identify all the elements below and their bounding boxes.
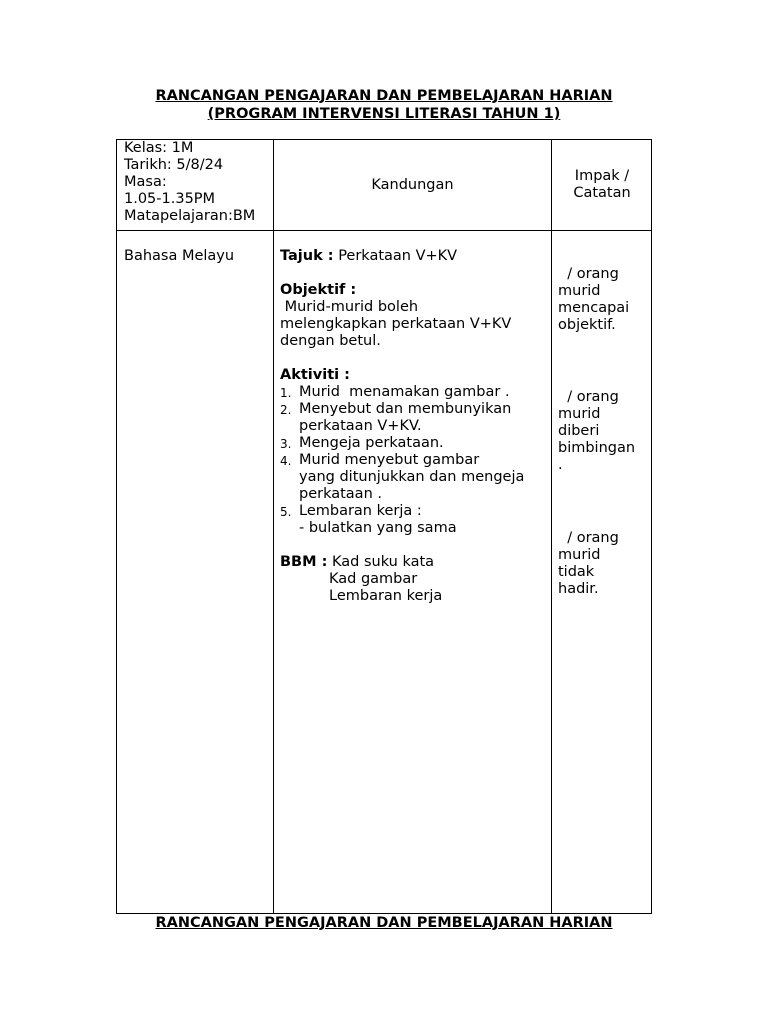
objektif-line: dengan betul. — [280, 333, 381, 349]
activity-line: yang ditunjukkan dan mengeja — [299, 469, 525, 485]
impact-line: diberi — [558, 423, 600, 439]
impak-header-line1: Impak / — [574, 168, 630, 184]
masa-label: Masa: — [124, 174, 167, 190]
activity-line: Mengeja perkataan. — [299, 435, 444, 451]
activity-list — [280, 384, 548, 537]
impact-line: hadir. — [558, 581, 599, 597]
content-cell — [280, 248, 548, 605]
list-item — [280, 384, 548, 401]
activity-number: 2. — [280, 403, 292, 417]
activity-line: Menyebut dan membunyikan — [299, 401, 512, 417]
tajuk-value: Perkataan V+KV — [333, 248, 458, 264]
table-row-divider — [117, 230, 651, 231]
masa-value: 1.05-1.35PM — [124, 191, 216, 207]
document-title: RANCANGAN PENGAJARAN DAN PEMBELAJARAN HARIAN — [155, 88, 613, 104]
impact-line: tidak — [558, 564, 595, 580]
impact-line: murid — [558, 547, 601, 563]
list-item — [280, 401, 548, 435]
bbm-item: Kad gambar — [329, 571, 418, 587]
activity-number: 3. — [280, 437, 292, 451]
bbm-item: Lembaran kerja — [329, 588, 443, 604]
activity-number: 5. — [280, 505, 292, 519]
matapelajaran-text: Matapelajaran:BM — [124, 208, 256, 224]
impact-line: murid — [558, 406, 601, 422]
subject-cell — [124, 248, 274, 265]
subject-text: Bahasa Melayu — [124, 248, 235, 264]
bbm-item: Kad suku kata — [332, 554, 435, 570]
impact-cell — [558, 266, 650, 598]
kelas-text: Kelas: 1M — [124, 140, 194, 156]
impact-line: . — [558, 457, 563, 473]
activity-line: Lembaran kerja : — [299, 503, 422, 519]
impact-line: bimbingan — [558, 440, 636, 456]
impact-note — [558, 266, 650, 334]
impact-note — [558, 389, 650, 474]
kandungan-header-label: Kandungan — [371, 176, 454, 193]
class-info-cell — [124, 140, 274, 225]
impact-line: / orang — [558, 389, 619, 405]
list-item — [280, 503, 548, 537]
activity-line: Murid menamakan gambar . — [299, 384, 510, 400]
list-item — [280, 435, 548, 452]
bbm-label: BBM : — [280, 554, 328, 570]
impact-line: / orang — [558, 266, 619, 282]
table-column-divider — [551, 140, 552, 913]
document-title-repeat: RANCANGAN PENGAJARAN DAN PEMBELAJARAN HARIAN — [155, 915, 613, 931]
activity-line: perkataan V+KV. — [299, 418, 422, 434]
impact-line: / orang — [558, 530, 619, 546]
list-item — [280, 452, 548, 503]
activity-line: Murid menyebut gambar — [299, 452, 480, 468]
tajuk-row — [280, 248, 548, 265]
objektif-label: Objektif : — [280, 282, 357, 298]
activity-number: 4. — [280, 454, 292, 468]
kandungan-header — [274, 140, 551, 230]
tarikh-text: Tarikh: 5/8/24 — [124, 157, 224, 173]
impact-line: objektif. — [558, 317, 616, 333]
impak-header — [552, 140, 652, 230]
impact-note — [558, 530, 650, 598]
tajuk-label: Tajuk : — [280, 248, 334, 264]
activity-number: 1. — [280, 386, 292, 400]
impact-line: murid — [558, 283, 601, 299]
activity-line: perkataan . — [299, 486, 382, 502]
impact-line: mencapai — [558, 300, 630, 316]
objektif-line: melengkapkan perkataan V+KV — [280, 316, 512, 332]
bbm-row — [280, 554, 548, 571]
lesson-plan-table — [116, 139, 652, 914]
objektif-line: Murid-murid boleh — [280, 299, 419, 315]
document-subtitle: (PROGRAM INTERVENSI LITERASI TAHUN 1) — [207, 106, 561, 122]
aktiviti-label: Aktiviti : — [280, 367, 350, 383]
impak-header-line2: Catatan — [573, 185, 631, 201]
activity-line: - bulatkan yang sama — [299, 520, 457, 536]
